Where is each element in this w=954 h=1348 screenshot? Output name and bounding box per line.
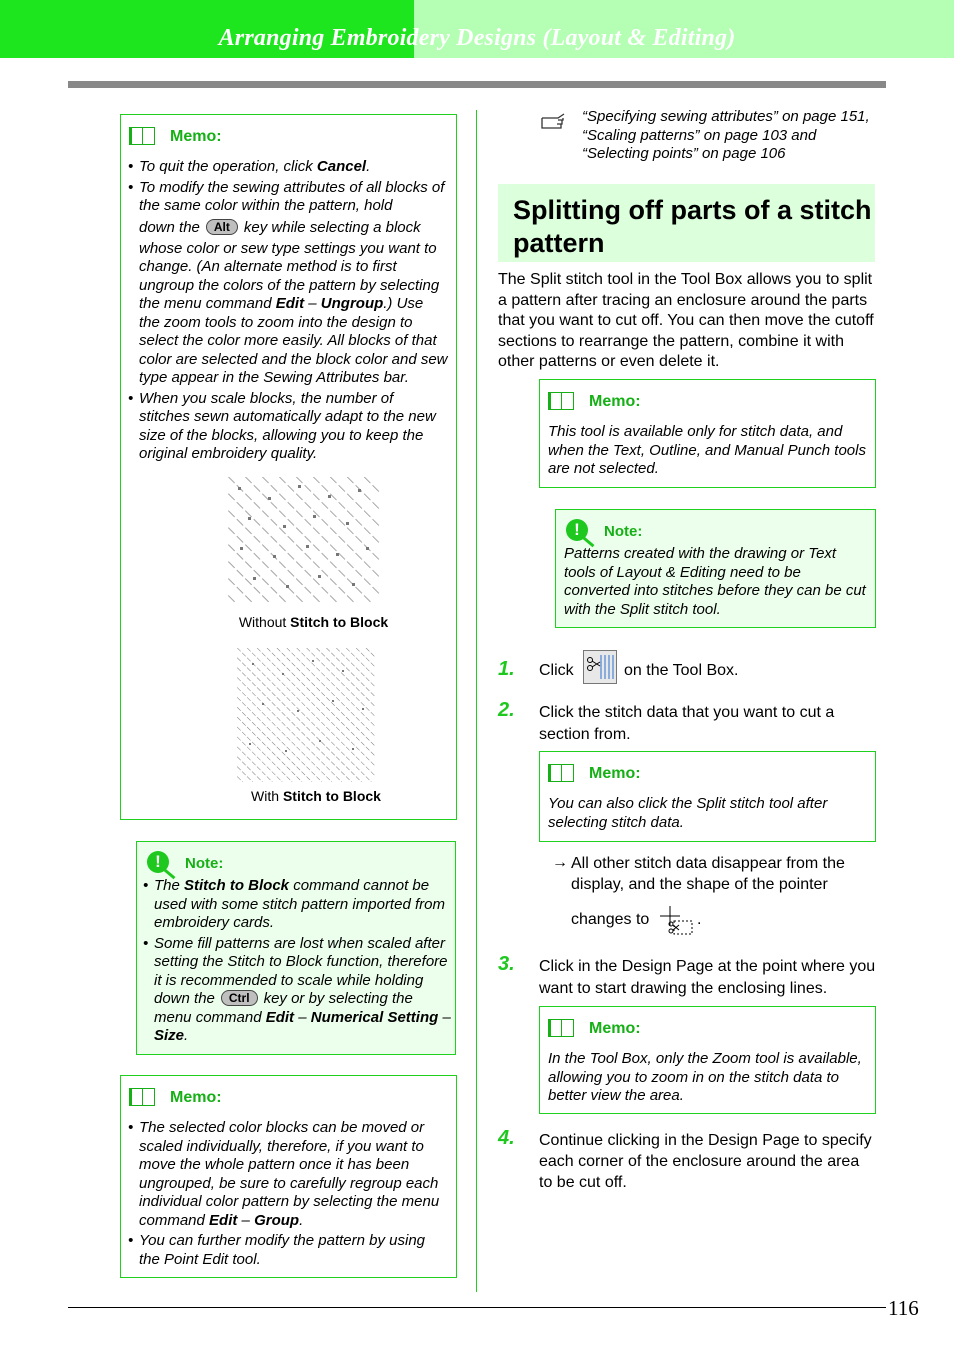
page-header-title: Arranging Embroidery Designs (Layout & Editing) [218, 25, 736, 51]
memo-heading: Memo: [170, 128, 222, 145]
step-number: 3. [498, 953, 515, 975]
step-1-pre: Click [539, 662, 574, 679]
memo-icon-page [143, 127, 155, 145]
memo-icon [548, 1019, 562, 1037]
list-item: • The selected color blocks can be moved or scaled individually, therefore, if you want to move the whole pattern once it has been ungrouped, be sure to carefully regroup each individual color pattern by selecting the menu command Edit – Group. [128, 1119, 448, 1230]
memo-text: You can also click the Split stitch tool after selecting stitch data. [548, 795, 828, 831]
note-list [143, 877, 451, 1046]
note-text: Patterns created with the drawing or Text tools of Layout & Editing need to be converted into stitches before they can be cut with the Split stitch tool. [564, 545, 866, 618]
stitch-sample-with-block [237, 648, 375, 782]
memo-box-c [539, 1006, 876, 1114]
top-rule [68, 81, 886, 88]
memo-heading: Memo: [589, 1020, 641, 1037]
step-3-text: Click in the Design Page at the point where you want to start drawing the enclosing lines. [539, 958, 876, 997]
result-arrow: → [552, 854, 568, 871]
page-number: 116 [888, 1296, 919, 1320]
memo-icon [548, 764, 562, 782]
memo-icon [129, 1088, 143, 1106]
note-box-a [555, 509, 876, 628]
memo-box-1 [120, 114, 457, 820]
memo-text: This tool is available only for stitch data, and when the Text, Outline, and Manual Punch tools are not selected. [548, 423, 866, 477]
step-number: 1. [498, 658, 515, 680]
scissors-cursor-icon [660, 906, 694, 936]
list-item: • When you scale blocks, the number of stitches sewn automatically adapt to the new size of the blocks, allowing you to keep the original embroidery quality. [128, 390, 448, 464]
list-item: • To modify the sewing attributes of all blocks of the same color within the pattern, hold down the Alt key while selecting a block whose color or sew type settings you want to change. (An alternate method is to first ungroup the colors of the pattern by selecting the menu command Edit – Ungroup.) Use the zoom tools to zoom into the design to select the color more easily. All blocks of that color are selected and the block color and sew type appear in the Sewing Attributes bar. [128, 179, 448, 388]
memo-text: In the Tool Box, only the Zoom tool is available, allowing you to zoom in on the stitch data to better view the area. [548, 1050, 862, 1104]
memo-box-2 [120, 1075, 457, 1278]
step-number: 4. [498, 1127, 515, 1149]
caption-without: Without Stitch to Block [238, 614, 389, 630]
note-icon: ! [566, 519, 588, 541]
list-item: • The Stitch to Block command cannot be used with some stitch pattern imported from embroidery cards. [143, 877, 451, 933]
reference-hand-icon [540, 110, 570, 132]
section-title: Splitting off parts of a stitch pattern [513, 195, 872, 258]
step-1-post: on the Tool Box. [624, 662, 739, 679]
list-item: • Some fill patterns are lost when scaled after setting the Stitch to Block function, therefore it is recommended to scale while holding down the Ctrl key or by selecting the menu command Edit – Numerical Setting – Size. [143, 935, 451, 1046]
memo-icon [129, 127, 143, 145]
memo-icon-page [143, 1088, 155, 1106]
memo-icon-page [562, 1019, 574, 1037]
intro-paragraph: The Split stitch tool in the Tool Box allows you to split a pattern after tracing an enclosure around the parts that you want to cut off. You can then move the cutoff sections to rearrange the pattern, combine it with other patterns or even delete it. [498, 271, 874, 370]
step-number: 2. [498, 699, 515, 721]
column-divider [476, 110, 477, 1292]
result-period: . [697, 911, 702, 928]
result-text-2: changes to [571, 911, 650, 928]
memo-box-b [539, 751, 876, 842]
bottom-rule [68, 1307, 886, 1308]
result-text: All other stitch data disappear from the display, and the shape of the pointer [571, 855, 845, 893]
step-4-text: Continue clicking in the Design Page to specify each corner of the enclosure around the area to be cut off. [539, 1132, 872, 1191]
note-heading: Note: [185, 855, 224, 872]
split-stitch-tool-icon [584, 651, 616, 683]
memo-icon-page [562, 764, 574, 782]
memo-heading: Memo: [589, 393, 641, 410]
note-icon: ! [147, 851, 169, 873]
stitch-sample-without-block [228, 477, 380, 603]
cross-reference[interactable]: “Specifying sewing attributes” on page 151, “Scaling patterns” on page 103 and “Selecting points” on page 106 [582, 108, 870, 162]
memo-heading: Memo: [170, 1089, 222, 1106]
memo-icon [548, 392, 562, 410]
ctrl-key: Ctrl [221, 990, 258, 1006]
step-2-text: Click the stitch data that you want to cut a section from. [539, 704, 835, 743]
list-item: • You can further modify the pattern by using the Point Edit tool. [128, 1232, 448, 1269]
memo-box-a [539, 379, 876, 488]
memo-list [128, 158, 448, 464]
memo-icon-page [562, 392, 574, 410]
note-box-1 [136, 841, 456, 1055]
caption-with: With Stitch to Block [251, 788, 381, 804]
memo-list [128, 1119, 448, 1269]
alt-key: Alt [206, 219, 238, 235]
note-heading: Note: [604, 523, 643, 540]
split-stitch-tool-button[interactable] [583, 650, 617, 684]
list-item: • To quit the operation, click Cancel. [128, 158, 448, 177]
memo-heading: Memo: [589, 765, 641, 782]
